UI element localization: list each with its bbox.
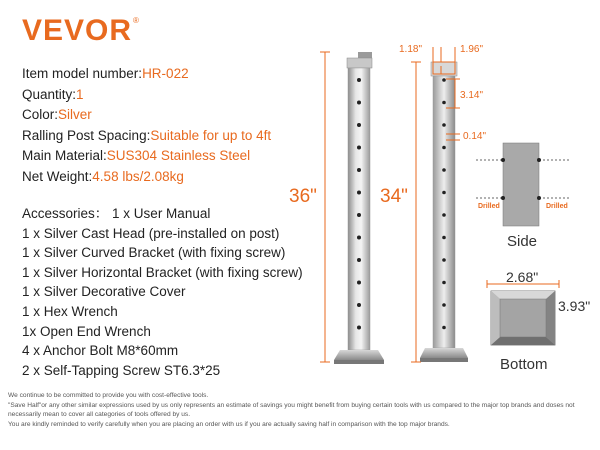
side-hole: [442, 146, 446, 150]
post-base-plate: [334, 350, 384, 360]
side-detail-view: [476, 143, 570, 226]
side-hole: [442, 326, 446, 330]
spec-label: Net Weight:: [22, 168, 93, 184]
post-hole: [357, 213, 361, 217]
side-hole: [442, 213, 446, 217]
label-base-depth: 3.93": [558, 298, 591, 314]
accessory-item: 1 x Silver Horizontal Bracket (with fixing screw): [22, 264, 303, 280]
side-tube: [433, 76, 455, 348]
post-hole: [357, 191, 361, 195]
label-drilled-right: Drilled: [546, 203, 568, 210]
caption-bottom: Bottom: [500, 356, 548, 373]
caption-side: Side: [507, 233, 538, 250]
accessories-heading-label: Accessories：: [22, 206, 109, 221]
label-height-34: 34": [380, 186, 408, 207]
post-hole: [357, 146, 361, 150]
label-hole-offset: 0.14": [463, 131, 487, 142]
side-hole: [442, 123, 446, 127]
drill-hole: [501, 158, 505, 162]
spec-label: Color:: [22, 107, 59, 122]
side-hole: [442, 78, 446, 82]
dim-line-34: [411, 62, 421, 362]
side-hole: [442, 303, 446, 307]
disclaimer-line: "Save Half"or any other similar expressions used by us only represents an estimate of savings you might benefit from buying certain tools with us compared to the major top brands and doses not necessarily mean to cover all categories of tools offered by us.: [8, 401, 575, 419]
bevel-right: [546, 291, 555, 345]
post-hole: [357, 326, 361, 330]
spec-value: HR-022: [142, 66, 189, 81]
side-hole: [442, 258, 446, 262]
drill-hole: [537, 196, 541, 200]
side-hole: [442, 236, 446, 240]
accessory-item: 1 x Silver Decorative Cover: [22, 284, 186, 300]
post-cap: [347, 58, 372, 68]
spec-value: Silver: [58, 107, 92, 122]
brand-name: VEVOR: [22, 14, 133, 47]
accessory-item: 1 x Silver Cast Head (pre-installed on post): [22, 225, 280, 241]
post-hole: [357, 168, 361, 172]
label-hole-spacing: 3.14": [460, 90, 484, 101]
label-base-width: 2.68": [506, 269, 539, 285]
spec-value: SUS304 Stainless Steel: [106, 148, 251, 163]
accessory-item: 1 x User Manual: [112, 206, 211, 221]
disclaimer: [8, 391, 593, 429]
bevel-left: [491, 291, 500, 345]
bevel-bottom: [491, 337, 555, 345]
side-hole: [442, 191, 446, 195]
label-height-36: 36": [289, 186, 317, 207]
post-hole: [357, 101, 361, 105]
post-hole: [357, 303, 361, 307]
spec-label: Main Material:: [22, 148, 107, 163]
side-base-plate: [420, 348, 468, 358]
disclaimer-line: You are kindly reminded to verify carefully when you are placing an order with us if you are actually saving half in comparison with the top major brands.: [8, 420, 450, 428]
cast-head: [358, 52, 372, 58]
post-tube: [348, 68, 370, 350]
accessory-item: 1 x Hex Wrench: [22, 303, 118, 319]
accessory-item: 1 x Silver Curved Bracket (with fixing screw): [22, 245, 286, 261]
spec-value: 4.58 lbs/2.08kg: [92, 168, 184, 184]
spec-label: Ralling Post Spacing:: [22, 127, 151, 143]
accessory-item: 4 x Anchor Bolt M8*60mm: [22, 343, 179, 359]
dim-line-36: [320, 52, 330, 362]
side-base-edge: [420, 358, 468, 362]
side-hole: [442, 101, 446, 105]
spec-label: Item model number:: [22, 66, 143, 81]
side-hole: [442, 281, 446, 285]
spec-label: Quantity:: [22, 86, 77, 102]
registered-mark: ®: [133, 16, 140, 25]
accessory-item: 1x Open End Wrench: [22, 323, 151, 339]
drill-hole: [537, 158, 541, 162]
drill-hole: [501, 196, 505, 200]
post-side-view: [420, 62, 468, 362]
spec-value: 1: [76, 86, 84, 102]
side-detail-block: [503, 143, 539, 226]
post-hole: [357, 236, 361, 240]
side-hole: [442, 168, 446, 172]
post-hole: [357, 123, 361, 127]
post-base-edge: [334, 360, 384, 364]
label-top-width-a: 1.18": [399, 44, 423, 55]
accessory-item: 2 x Self-Tapping Screw ST6.3*25: [22, 362, 221, 378]
disclaimer-line: We continue to be committed to provide you with cost-effective tools.: [8, 392, 209, 399]
label-drilled-left: Drilled: [478, 203, 500, 210]
bevel-top: [491, 291, 555, 299]
spec-value: Suitable for up to 4ft: [150, 127, 272, 143]
post-hole: [357, 281, 361, 285]
post-hole: [357, 258, 361, 262]
bottom-face: [500, 299, 546, 337]
post-hole: [357, 78, 361, 82]
post-front-view: [334, 52, 384, 364]
label-top-width-b: 1.96": [460, 44, 484, 55]
bottom-detail-view: [487, 280, 559, 345]
